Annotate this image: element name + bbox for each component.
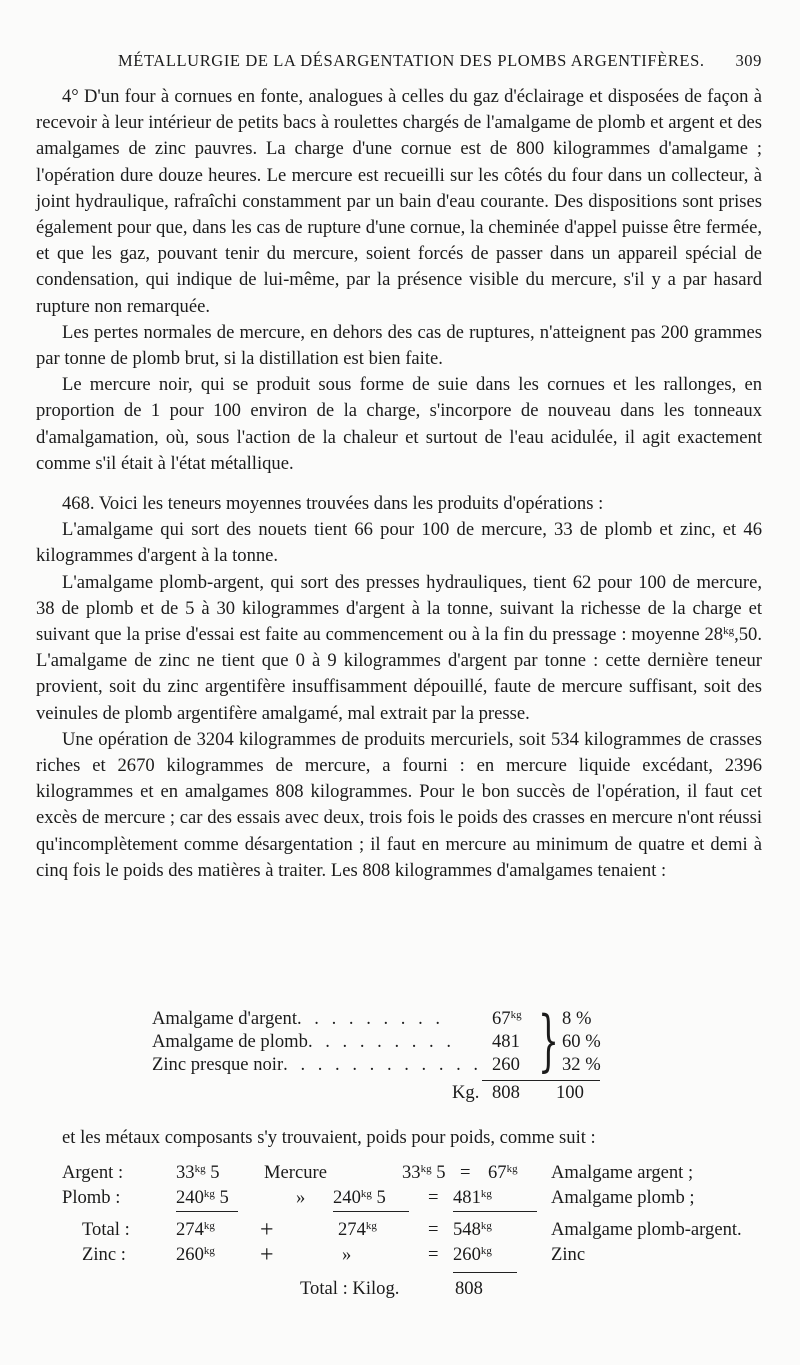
section-paragraph-468: 468. Voici les teneurs moyennes trouvées dans les produits d'opérations : — [62, 493, 604, 515]
paragraph-text: ,50. L'amalgame de zinc ne tient que 0 à 9 kilogrammes d'argent par tonne : cette dernière teneur provient, soit du zinc argentifère insuffisamment dépouillé, faute de mercure suffisant, soit des veinules de plomb argentifère amalgamé, mal extrait par la presse. — [36, 624, 762, 724]
result: $548^{kg}$ — [453, 1219, 492, 1240]
plus-operator: + — [260, 1217, 274, 1243]
equals-sign: = — [428, 1244, 439, 1265]
weight-1: $33^{kg}$ 5 — [176, 1162, 220, 1183]
row-percent: 32 % — [562, 1054, 601, 1075]
weight-1: $260^{kg}$ — [176, 1244, 215, 1265]
metal-label: Plomb : — [62, 1187, 121, 1208]
result-name: Amalgame plomb ; — [551, 1187, 695, 1208]
weight-2: $240^{kg}$ 5 — [333, 1187, 386, 1208]
row-percent: 60 % — [562, 1031, 601, 1052]
row-value: 481 — [492, 1031, 520, 1052]
paragraph-text: L'amalgame plomb-argent, qui sort des presses hydrauliques, tient 62 pour 100 de mercure, 38 de plomb et de 5 à 30 kilogrammes d'argent à la tonne, suivant la richesse de la charge et suivant que la prise d'essai est faite au commencement ou à la fin du pressage : moyenne 28 — [36, 571, 762, 646]
sum-rule — [333, 1211, 409, 1212]
row-value: 260 — [492, 1054, 520, 1075]
operator: » — [296, 1187, 306, 1208]
total-percent: 100 — [556, 1082, 584, 1103]
row-label: Zinc presque noir — [152, 1054, 284, 1075]
paragraph: Les pertes normales de mercure, en dehors des cas de ruptures, n'atteignent pas 200 grammes par tonne de plomb brut, si la distillation est bien faite. — [36, 321, 762, 370]
result: $481^{kg}$ — [453, 1187, 492, 1208]
weight-1: $274^{kg}$ — [176, 1219, 215, 1240]
paragraph: 4° D'un four à cornues en fonte, analogues à celles du gaz d'éclairage et disposées de façon à recevoir à leur intérieur de petits bacs à roulettes chargés de l'amalgame de plomb et argent et des amalgames de zinc pauvres. La charge d'une cornue est de 800 kilogrammes d'amalgame ; l'opération dure douze heures. Le mercure est recueilli sur les côtés du four dans un collecteur, à joint hydraulique, rafraîchi constamment par un bain d'eau courante. Des dispositions sont prises également pour que, dans les cas de rupture d'une cornue, la cheminée d'appel puisse être fermée, et que les gaz, pouvant tenir du mercure, soient forcés de passer dans un appareil spécial de condensation, qui indique de lui-même, par la présence visible du mercure, s'il y a par hasard rupture non remarquée. — [36, 86, 762, 317]
paragraph: Le mercure noir, qui se produit sous forme de suie dans les cornues et les rallonges, en proportion de 1 pour 100 environ de la charge, s'incorpore de nouveau dans les tonneaux d'amalgamation, où, sous l'action de la chaleur et surtout de l'eau acidulée, il agit exactement comme s'il était à l'état métallique. — [36, 374, 762, 474]
paragraph: et les métaux composants s'y trouvaient, poids pour poids, comme suit : — [62, 1127, 596, 1148]
sum-rule — [453, 1211, 537, 1212]
weight-2: » — [342, 1244, 352, 1265]
paragraph: L'amalgame qui sort des nouets tient 66 pour 100 de mercure, 33 de plomb et zinc, et 46 kilogrammes d'argent à la tonne. — [36, 519, 762, 567]
metal-label: Argent : — [62, 1162, 124, 1183]
total-value: 808 — [492, 1082, 520, 1103]
weight-1: $240^{kg}$ 5 — [176, 1187, 229, 1208]
leader-dots: . . . . . . . . . — [297, 1008, 445, 1029]
page-number: 309 — [735, 51, 762, 70]
row-value: $67^{kg}$ — [492, 1008, 522, 1029]
brace: } — [538, 1002, 559, 1079]
row-label: Amalgame de plomb — [152, 1031, 308, 1052]
weight-2: $274^{kg}$ — [338, 1219, 377, 1240]
plus-operator: + — [260, 1242, 274, 1268]
composition-total-value: 808 — [455, 1278, 483, 1299]
leader-dots: . . . . . . . . . — [307, 1031, 455, 1052]
result-name: Zinc — [551, 1244, 586, 1265]
leader-dots: . . . . . . . . . . . . — [283, 1054, 483, 1075]
metal-label: Total : — [82, 1219, 130, 1240]
sum-rule — [176, 1211, 238, 1212]
result: $67^{kg}$ — [488, 1162, 518, 1183]
result: $260^{kg}$ — [453, 1244, 492, 1265]
row-percent: 8 % — [562, 1008, 592, 1029]
result-name: Amalgame argent ; — [551, 1162, 694, 1183]
weight-2: $33^{kg}$ 5 — [402, 1162, 446, 1183]
row-label: Amalgame d'argent — [152, 1008, 297, 1029]
result-name: Amalgame plomb-argent. — [551, 1219, 742, 1240]
metal-label: Zinc : — [82, 1244, 126, 1265]
total-label: Kg. — [452, 1082, 480, 1103]
composition-total-label: Total : Kilog. — [300, 1278, 400, 1299]
equals-sign: = — [428, 1187, 439, 1208]
equals-sign: = — [428, 1219, 439, 1240]
unit-superscript: kg — [723, 625, 735, 638]
paragraph: Une opération de 3204 kilogrammes de produits mercuriels, soit 534 kilogrammes de crasses riches et 2670 kilogrammes de mercure, a fourni : en mercure liquide excédant, 2396 kilogrammes et en amalgames 808 kilogrammes. Pour le bon succès de l'opération, il faut cet excès de mercure ; car des essais avec deux, trois fois le poids des crasses en mercure n'ont réussi qu'incomplètement comme désargentation ; il faut en mercure au minimum de quatre et demi à cinq fois le poids des matières à traiter. Les 808 kilogrammes d'amalgames tenaient : — [36, 728, 762, 881]
sum-rule — [453, 1272, 517, 1273]
operator: Mercure — [264, 1162, 327, 1183]
equals-sign: = — [460, 1162, 471, 1183]
header-title: MÉTALLURGIE DE LA DÉSARGENTATION DES PLOMBS ARGENTIFÈRES. — [118, 51, 705, 70]
